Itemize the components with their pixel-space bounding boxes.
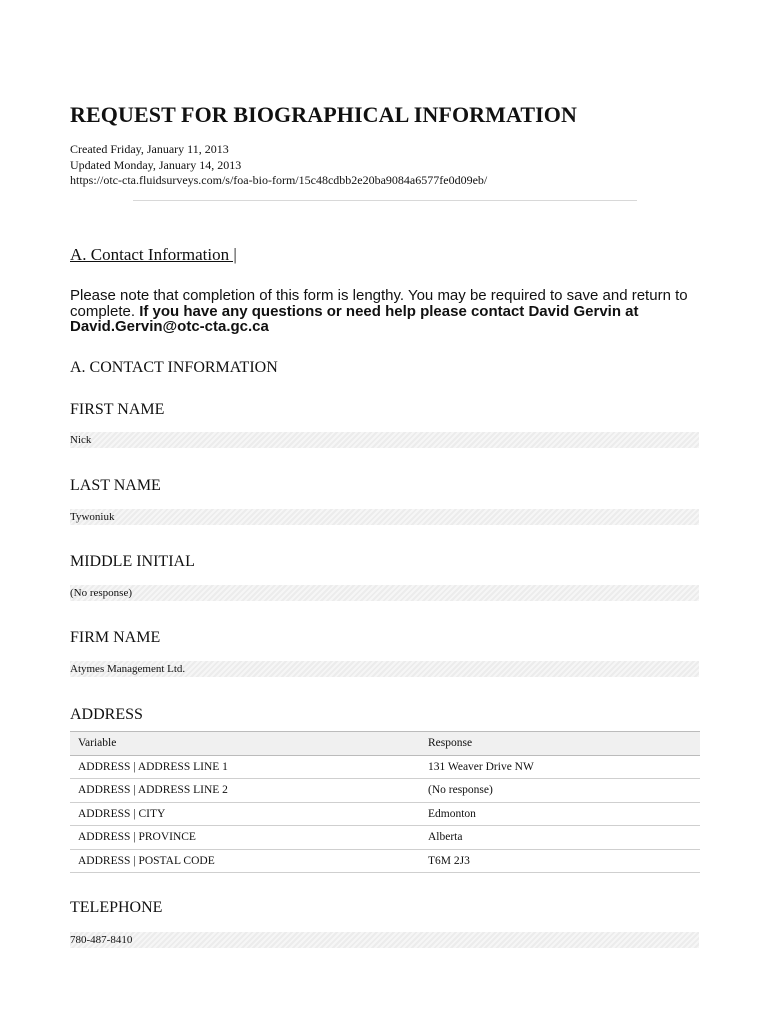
first-name-value: Nick [70, 432, 699, 448]
note-text: Please note that completion of this form is lengthy. You may be required to save and return to complete. [70, 287, 688, 320]
page-title: REQUEST FOR BIOGRAPHICAL INFORMATION [70, 102, 578, 127]
note-contact: If you have any questions or need help please contact David Gervin at David.Gervin@otc-cta.gc.ca [70, 302, 639, 335]
table-row [70, 755, 700, 779]
middle-initial-value: (No response) [70, 585, 699, 601]
address-variable: ADDRESS | PROVINCE [70, 826, 420, 850]
address-variable: ADDRESS | CITY [70, 802, 420, 826]
form-metadata [70, 142, 487, 189]
created-date: Created Friday, January 11, 2013 [70, 142, 229, 156]
table-row [70, 849, 700, 873]
table-row [70, 779, 700, 803]
telephone-value: 780-487-8410 [70, 932, 699, 948]
last-name-value: Tywoniuk [70, 509, 699, 525]
last-name-label: LAST NAME [70, 477, 161, 494]
address-response: 131 Weaver Drive NW [420, 755, 700, 779]
updated-date: Updated Monday, January 14, 2013 [70, 157, 242, 172]
first-name-label: FIRST NAME [70, 401, 165, 418]
middle-initial-label: MIDDLE INITIAL [70, 553, 195, 570]
firm-name-value: Atymes Management Ltd. [70, 661, 699, 677]
table-header-row [70, 732, 700, 756]
form-url[interactable]: https://otc-cta.fluidsurveys.com/s/foa-bio-form/15c48cdbb2e20ba9084a6577fe0d09eb/ [70, 173, 488, 187]
telephone-label: TELEPHONE [70, 899, 163, 916]
section-subheading: A. CONTACT INFORMATION [70, 359, 278, 376]
address-response: T6M 2J3 [420, 849, 700, 873]
address-response: Edmonton [420, 802, 700, 826]
divider [133, 200, 637, 201]
instructions-note [70, 288, 690, 335]
table-row [70, 826, 700, 850]
address-response: (No response) [420, 779, 700, 803]
section-title: A. Contact Information | [70, 245, 237, 264]
address-variable: ADDRESS | ADDRESS LINE 2 [70, 779, 420, 803]
column-header-response: Response [420, 732, 700, 756]
address-variable: ADDRESS | ADDRESS LINE 1 [70, 755, 420, 779]
address-table [70, 731, 700, 873]
column-header-variable: Variable [70, 732, 420, 756]
firm-name-label: FIRM NAME [70, 629, 161, 646]
address-response: Alberta [420, 826, 700, 850]
table-row [70, 802, 700, 826]
address-label: ADDRESS [70, 706, 143, 723]
address-variable: ADDRESS | POSTAL CODE [70, 849, 420, 873]
